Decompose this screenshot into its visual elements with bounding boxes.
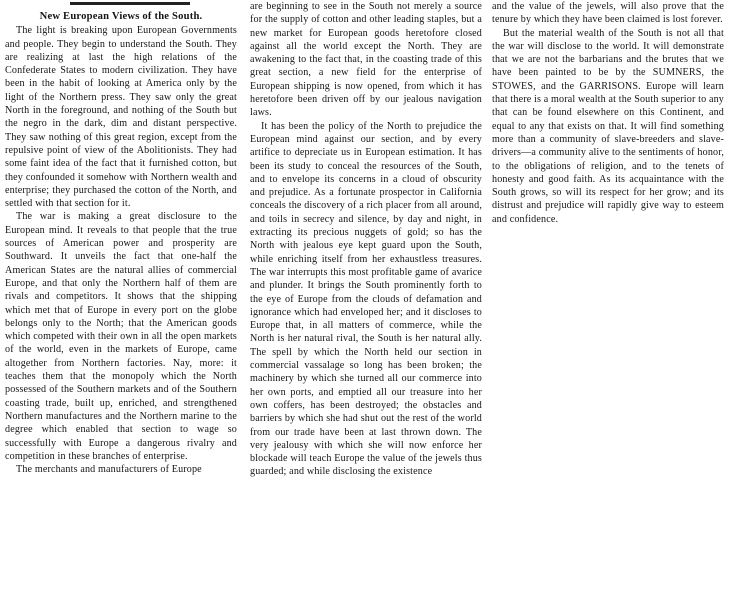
- paragraph: and the value of the jewels, will also prove that the tenure by which they have been claimed is lost forever.: [492, 1, 724, 26]
- paragraph: It has been the policy of the North to prejudice the European mind against our section, and by every artifice to depreciate us in European estimation. It has been its study to conceal the resources of the South, and to envelope its concerns in a cloud of obscurity and prejudice. As a fortunate prospector in California conceals the discovery of a rich placer from all around, and toils in secrecy and silence, by day and night, in extracting its precious nuggets of gold; so has the North with jealous eye kept guard upon the South, while enriching itself from her exhaustless treasures. The war interrupts this most profitable game of avarice and plunder. It brings the South prominently forth to the eye of Europe from the clouds of defamation and ignorance which had enveloped her; and it discloses to Europe that, in all matters of commerce, while the North is her natural rival, the South is her natural ally. The spell by which the North held our section in commercial vassalage so long has been broken; the machinery by which she turned all our commerce into her own ports, and emptied all our treasure into her own coffers, has been destroyed; the obstacles and barriers by which she had shut out the rest of the world from our trade have been at last thrown down. The very jealousy with which she will now enforce her blockade will teach Europe the value of the jewels thus guarded; and while disclosing the existence: [250, 120, 482, 478]
- paragraph: But the material wealth of the South is not all that the war will disclose to the world. It will demonstrate that we are not the barbarians and the brutes that we have been painted to be by the SUMNERS, the STOWES, and the GARRISONS. Europe will learn that there is a moral wealth at the South superior to any that can be found elsewhere on this Continent, and equal to any that exists on that. It will find something more than a community of slave-breeders and slave-drivers—a community alive to the sentiments of honor, to the obligations of religion, and to the tenets of honesty and good faith. As its acquaintance with the South grows, so will its respect for her grow; and its distrust and prejudice will rapidly give way to esteem and confidence.: [492, 27, 724, 225]
- article-headline: New European Views of the South.: [39, 11, 203, 22]
- column-1: [5, 10, 237, 610]
- paragraph: The war is making a great disclosure to the European mind. It reveals to that people that the true sources of American power and prosperity are Southward. It unveils the fact that one-half the American States are the natural allies of commercial Europe, and that only the Northern half of them are rivals and competitors. It shows that the shipping which met that of Europe in every port on the globe belongs only to the North; that the American goods which competed with their own in all the open markets of the world, even in the markets of Europe, came altogether from Northern factories. Nay, more: it teaches them that the monopoly which the North possessed of the Southern markets and of the Southern coasting trade, built up, enriched, and strengthened Northern manufactures and the Northern marine to the degree which enabled that section to wage so successfully with Europe a dangerous rivalry and competition in these branches of enterprise.: [5, 211, 237, 462]
- column-2: [250, 0, 482, 600]
- headline-rule: [70, 2, 190, 5]
- paragraph: The light is breaking upon European Governments and people. They begin to understand the South. They are realizing at last the high relations of the Confederate States to modern civilization. They have been in the habit of looking at America only by the light of the Northern press. They saw only the great North in the foreground, and nothing of the South but the negro in the dark, dim and distant perspective. They saw nothing of this great region, except from the repulsive point of view of the Abolitionists. They had some faint idea of the fact that it furnished cotton, but they confounded it somehow with Northern wealth and enterprise; they purchased the cotton of the North, and settled with that section for it.: [5, 25, 237, 210]
- column-3: [492, 0, 724, 600]
- paragraph: The merchants and manufacturers of Europe: [16, 464, 202, 476]
- paragraph: are beginning to see in the South not merely a source for the supply of cotton and other leading staples, but a new market for European goods heretofore closed against all the world except the North. They are awakening to the fact that, in the coasting trade of this great section, a new field for the enterprise of European shipping is now opened, from which it has heretofore been driven off by our jealous navigation laws.: [250, 1, 482, 119]
